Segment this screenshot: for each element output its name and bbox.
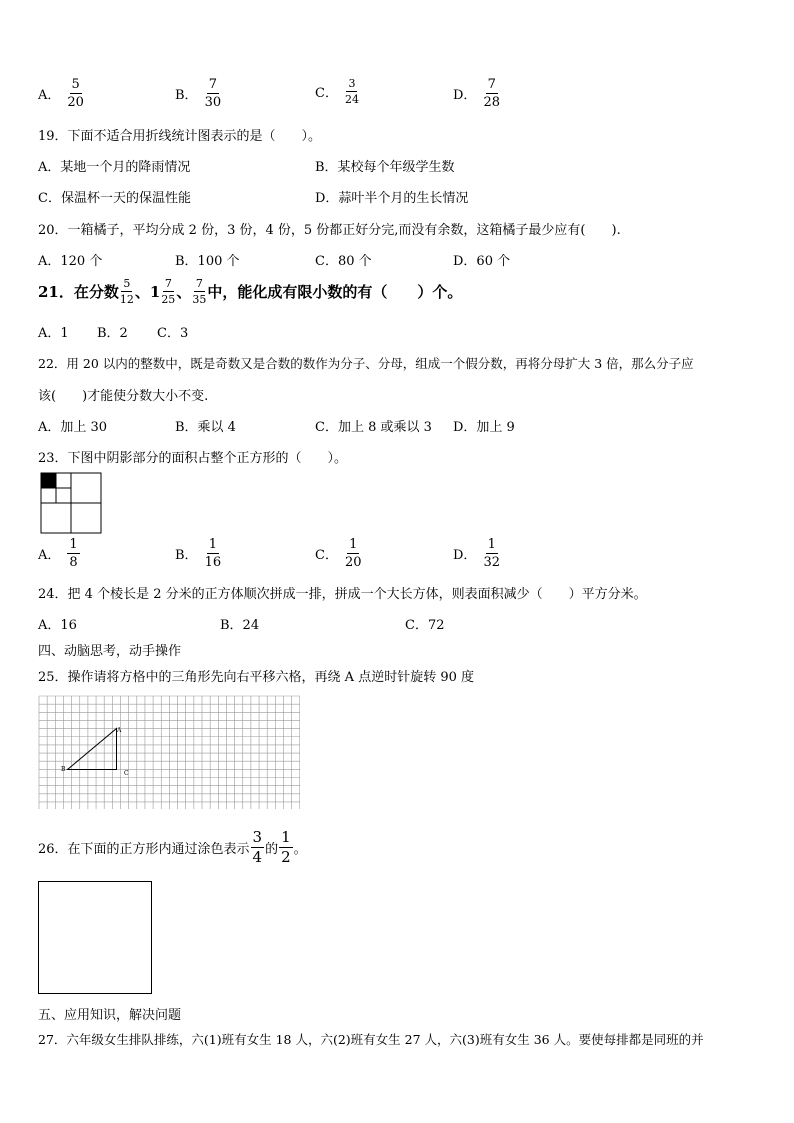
- q24-stem: 24．把 4 个棱长是 2 分米的正方体顺次拼成一排，拼成一个大长方体，则表面积减少（ ）平方分米。: [38, 587, 647, 602]
- q20-stem: 20．一箱橘子，平均分成 2 份，3 份，4 份，5 份都正好分完,而没有余数，这箱橘子最少应有( ).: [38, 223, 621, 238]
- q19-option-a: A．某地一个月的降雨情况: [38, 160, 191, 175]
- q21-stem: 21．在分数 5 12 、1 7 25 、 7 35 中，能化成有限小数的有（ ）个。: [38, 277, 463, 306]
- q20-option-a: A．120 个: [38, 254, 103, 269]
- q24-option-a: A．16: [38, 618, 77, 633]
- q24-option-b: B．24: [220, 618, 260, 633]
- q22-stem-line1: 22．用 20 以内的整数中，既是奇数又是合数的数作为分子、分母，组成一个假分数，再将分母扩大 3 倍，那么分子应: [38, 356, 694, 371]
- q22-option-b: B．乘以 4: [175, 420, 236, 435]
- fraction: 1 20: [344, 537, 362, 570]
- q22-option-d: D．加上 9: [453, 420, 515, 435]
- fraction: 7 28: [483, 77, 500, 110]
- fraction: 1 8: [69, 537, 78, 570]
- q18-option-c: C． 3 24: [315, 77, 359, 106]
- q23-square-figure: [40, 472, 102, 534]
- fraction: 3 24: [344, 77, 359, 106]
- q23-option-d: D． 1 32: [453, 537, 500, 570]
- q20-option-b: B．100 个: [175, 254, 240, 269]
- q19-option-b: B．某校每个年级学生数: [315, 160, 455, 175]
- fraction: 7 30: [204, 77, 222, 110]
- fraction: 3 4: [252, 828, 263, 866]
- q26-square[interactable]: [38, 881, 152, 994]
- section-heading-4: 四、动脑思考，动手操作: [38, 644, 182, 659]
- q21-option-c: C．3: [157, 326, 189, 341]
- q19-stem: 19．下面不适合用折线统计图表示的是（ ）。: [38, 129, 322, 144]
- fraction: 1 32: [483, 537, 500, 570]
- q25-stem: 25．操作请将方格中的三角形先向右平移六格，再绕 A 点逆时针旋转 90 度: [38, 670, 475, 685]
- q23-option-a: A． 1 8: [38, 537, 78, 570]
- fraction: 5 20: [67, 77, 84, 110]
- q18-option-b: B． 7 30: [175, 77, 222, 110]
- q25-grid-figure: [38, 695, 300, 809]
- q23-option-b: B． 1 16: [175, 537, 222, 570]
- fraction: 1 2: [281, 828, 291, 866]
- q21-option-a: A．1: [38, 326, 69, 341]
- q27-stem: 27．六年级女生排队排练，六(1)班有女生 18 人，六(2)班有女生 27 人，六(3)班有女生 36 人。要使每排都是同班的并: [38, 1032, 704, 1047]
- q20-option-d: D．60 个: [453, 254, 511, 269]
- q22-stem-line2: 该( )才能使分数大小不变.: [38, 389, 209, 404]
- q26-stem: 26．在下面的正方形内通过涂色表示 3 4 的 1 2 。: [38, 828, 307, 866]
- q24-option-c: C．72: [405, 618, 445, 633]
- q23-stem: 23．下图中阴影部分的面积占整个正方形的（ ）。: [38, 451, 348, 466]
- label-b: B: [61, 766, 66, 773]
- q18-option-a: A． 5 20: [38, 77, 84, 110]
- fraction: 5 12: [119, 277, 134, 306]
- label-c: C: [124, 770, 129, 777]
- q19-option-c: C．保温杯一天的保温性能: [38, 191, 191, 206]
- q22-option-c: C．加上 8 或乘以 3: [315, 420, 432, 435]
- q21-option-b: B．2: [97, 326, 128, 341]
- fraction: 1 16: [204, 537, 222, 570]
- q19-option-d: D．蒜叶半个月的生长情况: [315, 191, 469, 206]
- fraction: 7 35: [192, 277, 207, 306]
- q23-option-c: C． 1 20: [315, 537, 362, 570]
- triangle-abc: [68, 729, 117, 770]
- label-a: A: [117, 727, 122, 734]
- fraction: 7 25: [161, 277, 176, 306]
- q22-option-a: A．加上 30: [38, 420, 108, 435]
- section-heading-5: 五、应用知识，解决问题: [38, 1008, 182, 1023]
- q20-option-c: C．80 个: [315, 254, 372, 269]
- q18-option-d: D． 7 28: [453, 77, 500, 110]
